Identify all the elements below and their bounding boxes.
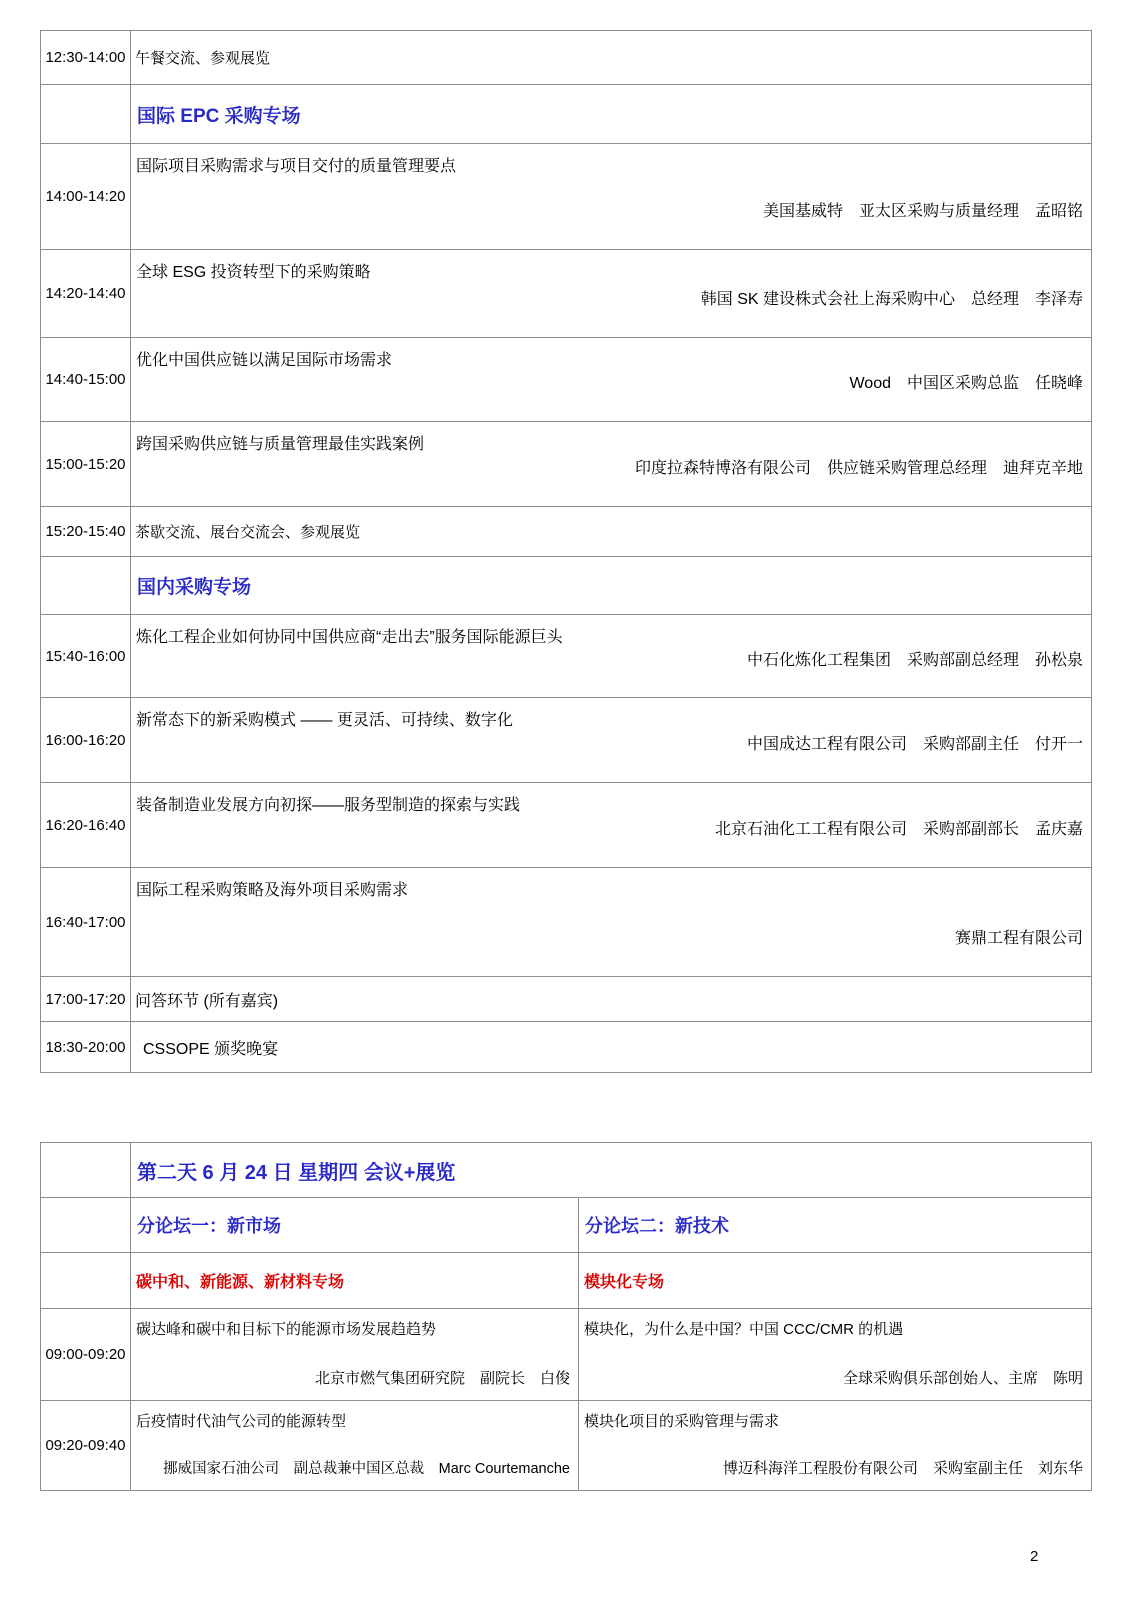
session-cell bbox=[130, 1401, 578, 1490]
session-speaker: Wood 中国区采购总监 任晓峰 bbox=[849, 375, 1083, 392]
day2-table bbox=[40, 1142, 1092, 1491]
table-row bbox=[40, 976, 1091, 1021]
table-row bbox=[40, 782, 1091, 867]
session-speaker: 美国基威特 亚太区采购与质量经理 孟昭铭 bbox=[762, 203, 1083, 220]
section-header: 国际 EPC 采购专场 bbox=[137, 105, 301, 127]
session-cell bbox=[130, 868, 1091, 976]
table-row bbox=[40, 697, 1091, 782]
session-speaker: 印度拉森特博洛有限公司 供应链采购管理总经理 迪拜克辛地 bbox=[634, 460, 1083, 477]
time-cell: 14:20-14:40 bbox=[40, 250, 130, 337]
session-speaker: 挪威国家石油公司 副总裁兼中国区总裁 Marc Courtemanche bbox=[163, 1461, 570, 1477]
section-header-cell bbox=[130, 85, 1091, 143]
track1-header-cell bbox=[130, 1198, 578, 1252]
table-row bbox=[40, 30, 1091, 84]
session-cell bbox=[578, 1309, 1091, 1400]
session-title: 国际工程采购策略及海外项目采购需求 bbox=[136, 882, 409, 899]
time-cell: 12:30-14:00 bbox=[40, 31, 130, 84]
track2-header: 分论坛二：新技术 bbox=[585, 1216, 729, 1236]
track2-section-cell bbox=[578, 1253, 1091, 1308]
time-cell bbox=[40, 1253, 130, 1308]
session-speaker: 北京市燃气集团研究院 副院长 白俊 bbox=[314, 1370, 570, 1387]
session-speaker: 北京石油化工工程有限公司 采购部副部长 孟庆嘉 bbox=[714, 821, 1083, 838]
session-title: 模块化，为什么是中国？中国 CCC/CMR 的机遇 bbox=[584, 1321, 904, 1338]
table-row bbox=[40, 506, 1091, 556]
session-cell bbox=[578, 1401, 1091, 1490]
session-speaker: 赛鼎工程有限公司 bbox=[954, 930, 1083, 947]
table-row bbox=[40, 1252, 1091, 1308]
time-cell bbox=[40, 557, 130, 614]
track1-section-header: 碳中和、新能源、新材料专场 bbox=[136, 1274, 345, 1291]
event-title: 问答环节 (所有嘉宾) bbox=[130, 977, 1091, 1021]
session-speaker: 全球采购俱乐部创始人、主席 陈明 bbox=[842, 1370, 1083, 1387]
time-cell: 15:40-16:00 bbox=[40, 615, 130, 697]
track2-header-cell bbox=[578, 1198, 1091, 1252]
time-cell: 14:00-14:20 bbox=[40, 144, 130, 249]
track1-header: 分论坛一：新市场 bbox=[137, 1216, 281, 1236]
day2-header-cell bbox=[130, 1143, 1091, 1197]
table-row bbox=[40, 1400, 1091, 1490]
session-title: 国际项目采购需求与项目交付的质量管理要点 bbox=[136, 158, 457, 175]
page-number: 2 bbox=[1030, 1548, 1039, 1565]
session-cell bbox=[130, 422, 1091, 506]
time-cell: 16:40-17:00 bbox=[40, 868, 130, 976]
time-cell: 18:30-20:00 bbox=[40, 1022, 130, 1072]
table-row bbox=[40, 143, 1091, 249]
section-header-cell bbox=[130, 557, 1091, 614]
track2-section-header: 模块化专场 bbox=[584, 1274, 665, 1291]
session-cell bbox=[130, 1309, 578, 1400]
session-cell bbox=[130, 615, 1091, 697]
time-cell: 09:20-09:40 bbox=[40, 1401, 130, 1490]
table-row bbox=[40, 556, 1091, 614]
session-cell bbox=[130, 250, 1091, 337]
session-speaker: 中国成达工程有限公司 采购部副主任 付开一 bbox=[746, 736, 1083, 753]
session-title: 模块化项目的采购管理与需求 bbox=[584, 1413, 780, 1430]
event-title: 茶歇交流、展台交流会、参观展览 bbox=[130, 507, 1091, 556]
time-cell: 15:00-15:20 bbox=[40, 422, 130, 506]
session-title: 跨国采购供应链与质量管理最佳实践案例 bbox=[136, 436, 425, 453]
session-title: 碳达峰和碳中和目标下的能源市场发展趋趋势 bbox=[136, 1321, 437, 1338]
time-cell: 16:00-16:20 bbox=[40, 698, 130, 782]
table-row bbox=[40, 84, 1091, 143]
event-title: 午餐交流、参观展览 bbox=[130, 31, 1091, 84]
table-row bbox=[40, 1142, 1091, 1197]
session-title: 全球 ESG 投资转型下的采购策略 bbox=[136, 264, 371, 281]
table-row bbox=[40, 421, 1091, 506]
event-title: CSSOPE 颁奖晚宴 bbox=[130, 1022, 1091, 1072]
time-cell: 17:00-17:20 bbox=[40, 977, 130, 1021]
session-speaker: 中石化炼化工程集团 采购部副总经理 孙松泉 bbox=[746, 652, 1083, 669]
table-row bbox=[40, 1308, 1091, 1400]
track1-section-cell bbox=[130, 1253, 578, 1308]
session-cell bbox=[130, 144, 1091, 249]
session-title: 优化中国供应链以满足国际市场需求 bbox=[136, 352, 393, 369]
table-row bbox=[40, 614, 1091, 697]
session-speaker: 韩国 SK 建设株式会社上海采购中心 总经理 李泽寿 bbox=[700, 291, 1083, 308]
time-cell: 09:00-09:20 bbox=[40, 1309, 130, 1400]
table-row bbox=[40, 867, 1091, 976]
session-cell bbox=[130, 338, 1091, 421]
time-cell bbox=[40, 1143, 130, 1197]
session-title: 新常态下的新采购模式 —— 更灵活、可持续、数字化 bbox=[136, 712, 513, 729]
table-row bbox=[40, 1197, 1091, 1252]
session-title: 后疫情时代油气公司的能源转型 bbox=[136, 1413, 347, 1430]
session-cell bbox=[130, 783, 1091, 867]
table-row bbox=[40, 249, 1091, 337]
session-speaker: 博迈科海洋工程股份有限公司 采购室副主任 刘东华 bbox=[722, 1460, 1083, 1477]
table-row bbox=[40, 1021, 1091, 1072]
time-cell: 16:20-16:40 bbox=[40, 783, 130, 867]
day2-header: 第二天 6 月 24 日 星期四 会议+展览 bbox=[137, 1161, 456, 1184]
time-cell bbox=[40, 1198, 130, 1252]
session-title: 装备制造业发展方向初探——服务型制造的探索与实践 bbox=[136, 797, 521, 814]
time-cell bbox=[40, 85, 130, 143]
day1-table bbox=[40, 30, 1092, 1073]
session-cell bbox=[130, 698, 1091, 782]
time-cell: 15:20-15:40 bbox=[40, 507, 130, 556]
session-title: 炼化工程企业如何协同中国供应商“走出去”服务国际能源巨头 bbox=[136, 629, 563, 646]
time-cell: 14:40-15:00 bbox=[40, 338, 130, 421]
section-header: 国内采购专场 bbox=[137, 577, 252, 598]
table-row bbox=[40, 337, 1091, 421]
